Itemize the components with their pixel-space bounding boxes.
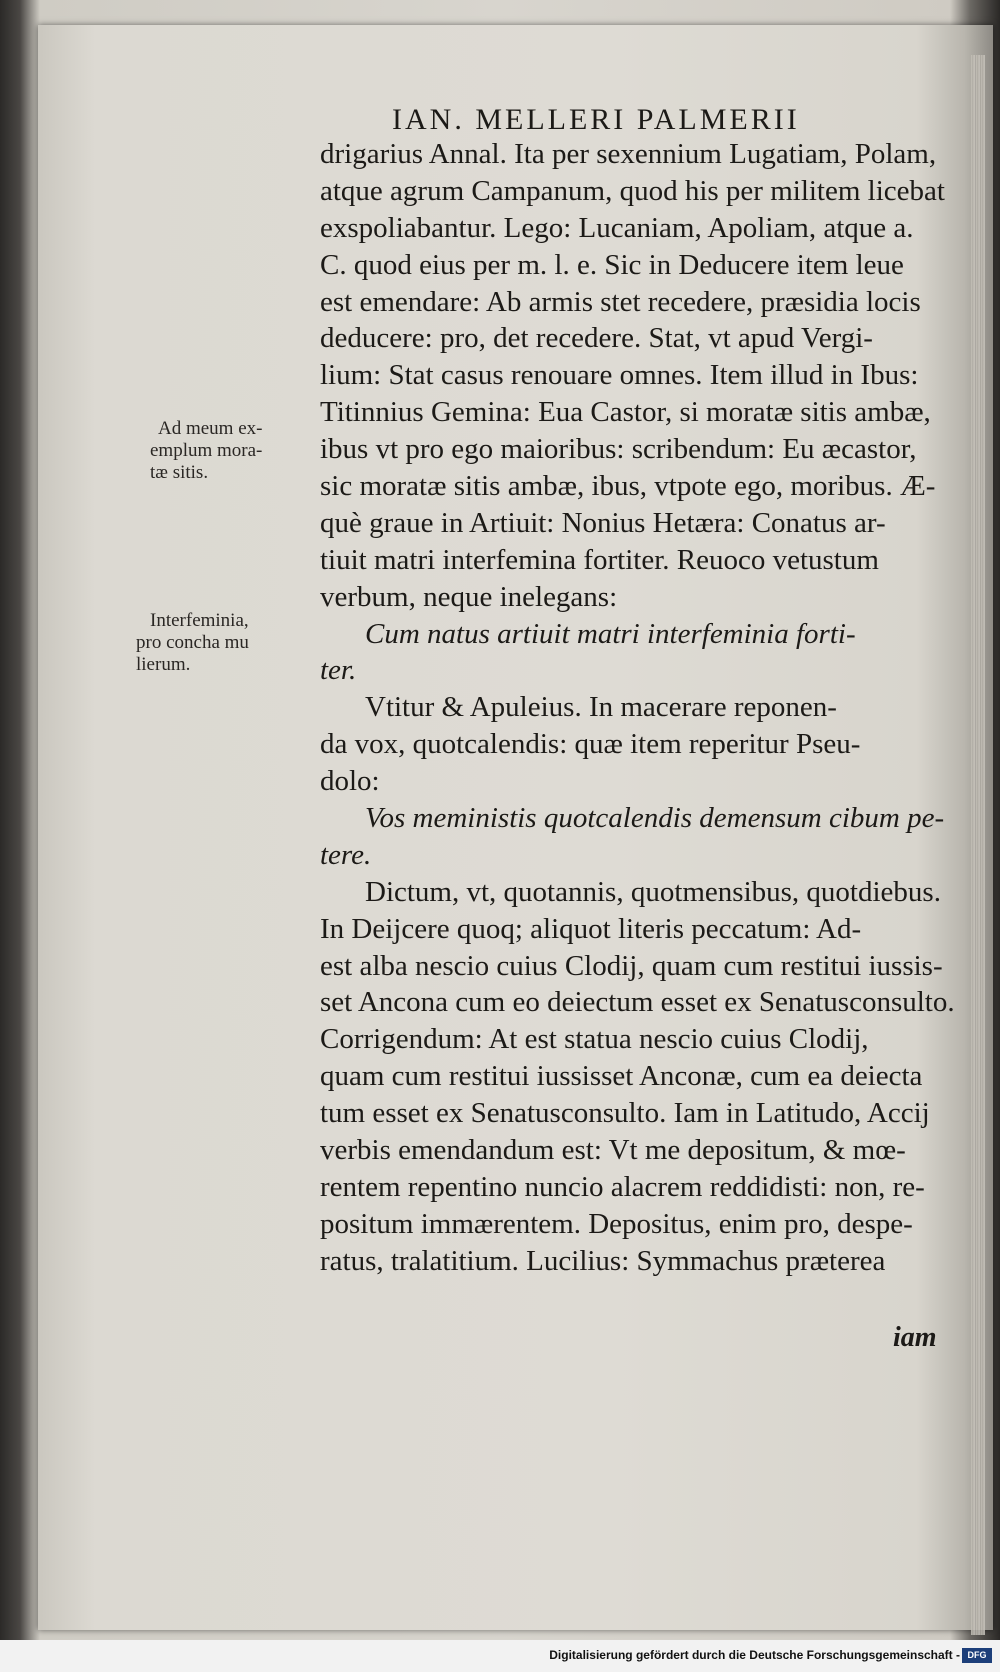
margin-note-line: pro concha mu	[136, 632, 249, 653]
margin-note-2	[136, 610, 249, 676]
text-line: rentem repentino nuncio alacrem reddidisti: non, re-	[320, 1170, 925, 1203]
footer-bar	[0, 1640, 1000, 1672]
dfg-logo-icon: DFG	[962, 1648, 992, 1663]
text-line: Titinnius Gemina: Eua Castor, si moratæ sitis ambæ,	[320, 396, 931, 429]
text-line: verbum, neque inelegans:	[320, 580, 618, 613]
text-line: Corrigendum: At est statua nescio cuius Clodij,	[320, 1023, 869, 1056]
margin-note-line: Interfeminia,	[150, 610, 249, 631]
catchword: iam	[893, 1322, 937, 1353]
text-line: deducere: pro, det recedere. Stat, vt apud Vergi-	[320, 322, 873, 355]
text-line: què graue in Artiuit: Nonius Hetæra: Conatus ar-	[320, 506, 886, 539]
running-header: IAN. MELLERI PALMERII	[392, 103, 800, 136]
text-line: In Deijcere quoq; aliquot literis peccatum: Ad-	[320, 912, 862, 945]
text-line: C. quod eius per m. l. e. Sic in Deducere item leue	[320, 248, 904, 281]
text-line: Dictum, vt, quotannis, quotmensibus, quotdiebus.	[365, 875, 941, 908]
margin-note-line: lierum.	[136, 654, 191, 675]
text-line: tiuit matri interfemina fortiter. Reuoco vetustum	[320, 543, 879, 576]
text-line: quam cum restitui iussisset Anconæ, cum ea deiecta	[320, 1060, 923, 1093]
text-line: verbis emendandum est: Vt me depositum, & mœ-	[320, 1134, 906, 1167]
text-line: set Ancona cum eo deiectum esset ex Senatusconsulto.	[320, 986, 955, 1019]
text-line: da vox, quotcalendis: quæ item reperitur Pseu-	[320, 728, 861, 761]
text-line: Cum natus artiuit matri interfeminia forti-	[365, 617, 856, 650]
text-line: atque agrum Campanum, quod his per militem licebat	[320, 174, 945, 207]
footer-credit: Digitalisierung gefördert durch die Deutsche Forschungsgemeinschaft -	[549, 1648, 960, 1662]
text-line: ter.	[320, 654, 357, 687]
text-line: sic moratæ sitis ambæ, ibus, vtpote ego, moribus. Æ-	[320, 470, 936, 503]
page-edge	[971, 55, 985, 1635]
margin-note-line: tæ sitis.	[150, 462, 209, 483]
text-line: est alba nescio cuius Clodij, quam cum restitui iussis-	[320, 949, 943, 982]
text-line: est emendare: Ab armis stet recedere, præsidia locis	[320, 285, 921, 318]
text-line: ibus vt pro ego maioribus: scribendum: Eu æcastor,	[320, 433, 917, 466]
text-line: exspoliabantur. Lego: Lucaniam, Apoliam, atque a.	[320, 211, 914, 244]
text-line: Vtitur & Apuleius. In macerare reponen-	[365, 691, 837, 724]
text-line: dolo:	[320, 765, 380, 798]
text-line: drigarius Annal. Ita per sexennium Lugatiam, Polam,	[320, 138, 937, 170]
text-line: tum esset ex Senatusconsulto. Iam in Latitudo, Accij	[320, 1097, 930, 1130]
text-line: ratus, tralatitium. Lucilius: Symmachus præterea	[320, 1244, 886, 1277]
text-line: Vos meministis quotcalendis demensum cibum pe-	[365, 802, 945, 835]
margin-note-line: Ad meum ex-	[158, 418, 263, 439]
margin-note-line: emplum mora-	[150, 440, 263, 461]
text-line: positum immærentem. Depositus, enim pro, despe-	[320, 1207, 913, 1240]
text-line: tere.	[320, 838, 372, 871]
body-text	[320, 136, 955, 1280]
text-line: lium: Stat casus renouare omnes. Item illud in Ibus:	[320, 359, 919, 392]
margin-note-1	[150, 418, 262, 484]
